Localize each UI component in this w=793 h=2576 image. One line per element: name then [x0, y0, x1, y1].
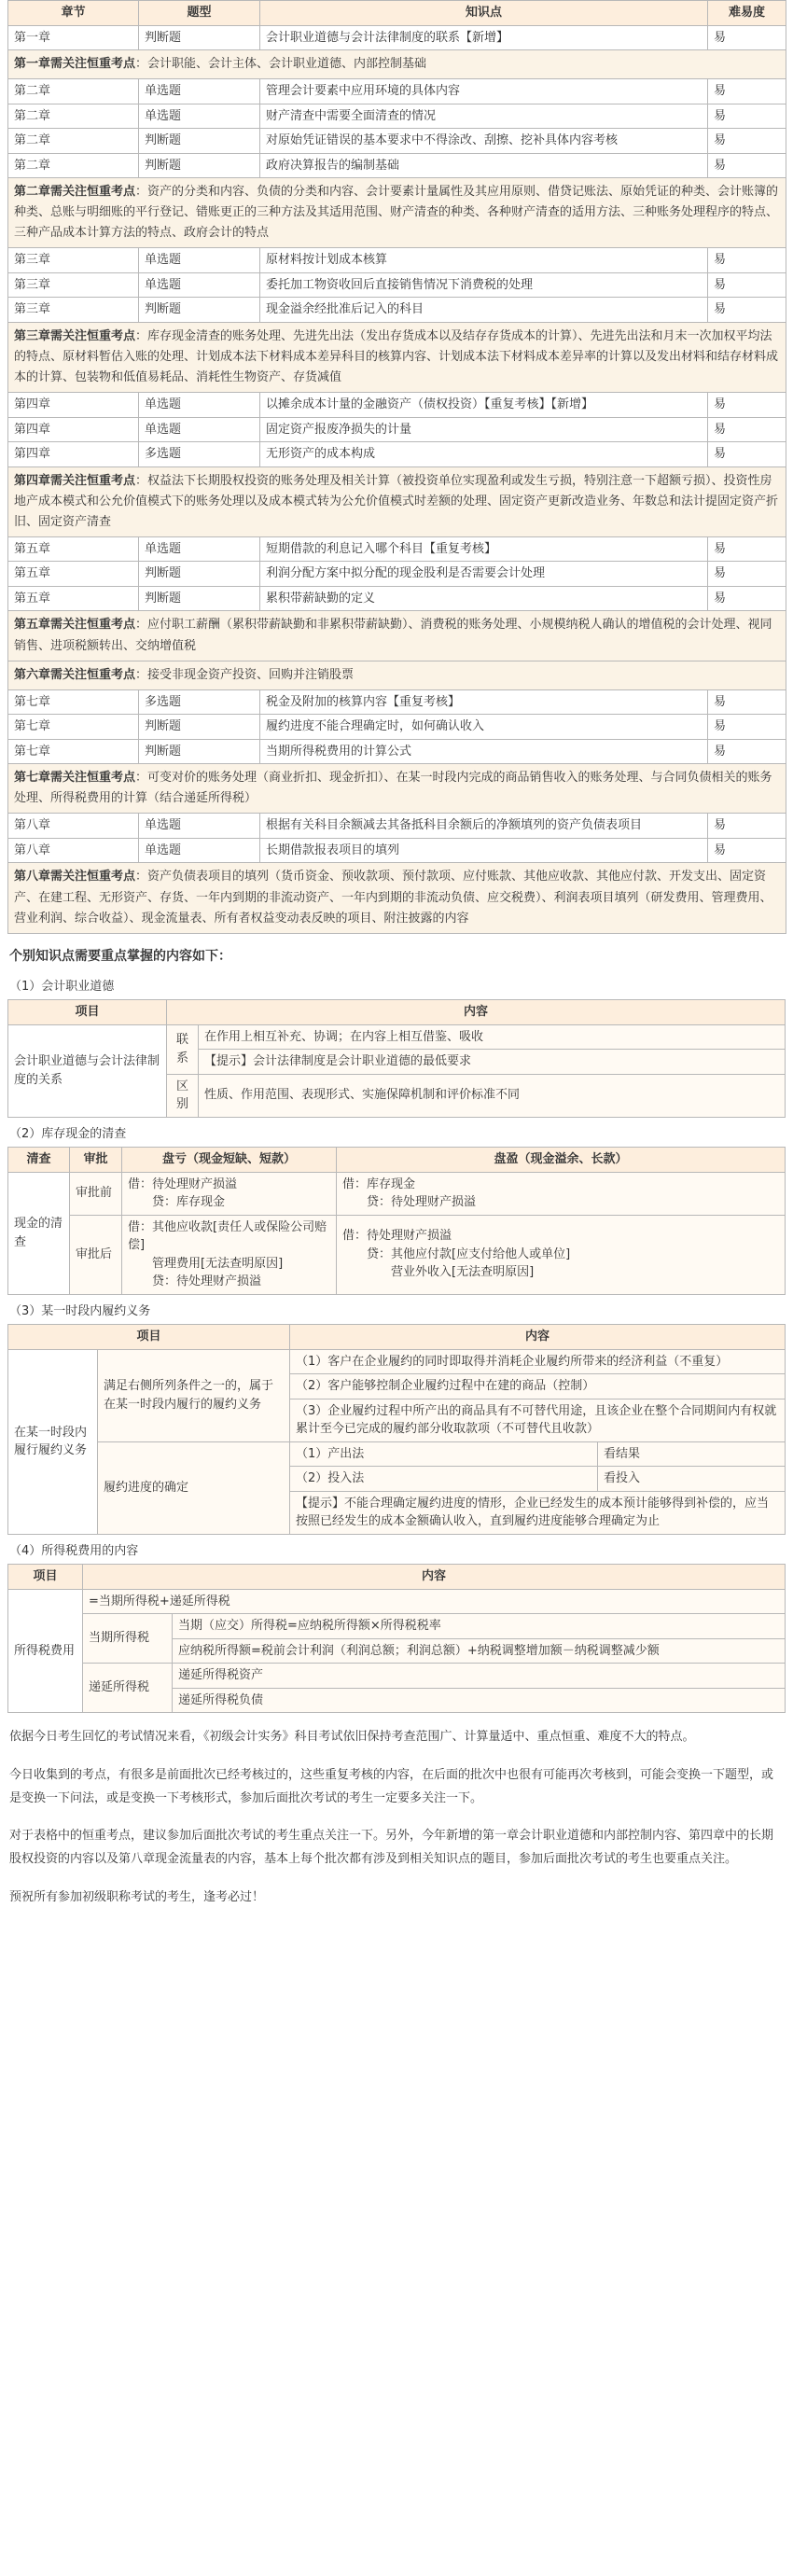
focus-points-text: ：可变对价的账务处理（商业折扣、现金折扣）、在某一时段内完成的商品销售收入的账务处理、与合同负债相关的账务处理、所得税费用的计算（结合递延所得税） [14, 771, 772, 806]
focus-points-tag: 第八章需关注恒重考点 [14, 870, 136, 884]
cash-before-gain [337, 1172, 786, 1215]
question-type-cell: 判断题 [139, 298, 260, 323]
table-row [8, 1172, 786, 1215]
focus-points-text: ：资产负债表项目的填列（货币资金、预收款项、预付款项、应付账款、其他应收款、其他应付款、开发支出、固定资产、在建工程、无形资产、存货、一年内到期的非流动资产、一年内到期的非流动负债、应交税费）、利润表项目填列（研发费用、管理费用、营业利润、综合收益）、现金流量表、所有者权益变动表反映的项目、附注披露的内容 [14, 870, 772, 926]
chapter-cell: 第五章 [8, 536, 139, 562]
entry-line: 借：其他应收款[责任人或保险公司赔偿] [128, 1219, 327, 1253]
tax-item: 所得税费用 [8, 1589, 83, 1713]
question-type-cell: 单选题 [139, 248, 260, 273]
knowledge-point-cell: 现金溢余经批准后记入的科目 [260, 298, 708, 323]
table-row [8, 536, 786, 562]
difficulty-cell: 易 [708, 838, 786, 863]
focus-points-cell [8, 178, 786, 248]
table-row [8, 1589, 786, 1614]
difficulty-cell: 易 [708, 104, 786, 129]
cash-header-row [8, 1148, 786, 1173]
perf-method-1: （1）产出法 [290, 1441, 598, 1467]
ethics-lian-label: 联系 [167, 1024, 199, 1074]
focus-points-row [8, 50, 786, 79]
focus-points-tag: 第四章需关注恒重考点 [14, 473, 136, 488]
perf-method-2-note: 看投入 [598, 1467, 786, 1492]
knowledge-point-cell: 长期借款报表项目的填列 [260, 838, 708, 863]
knowledge-point-cell: 以摊余成本计量的金融资产（债权投资）【重复考核】【新增】 [260, 393, 708, 418]
question-type-cell: 多选题 [139, 442, 260, 467]
knowledge-point-cell: 对原始凭证错误的基本要求中不得涂改、刮擦、挖补具体内容考核 [260, 129, 708, 154]
focus-points-row [8, 178, 786, 248]
difficulty-cell: 易 [708, 562, 786, 587]
ethics-header-row [8, 1000, 786, 1025]
difficulty-cell: 易 [708, 272, 786, 298]
table-row [8, 25, 786, 50]
table-row [8, 1441, 786, 1467]
chapter-cell: 第二章 [8, 104, 139, 129]
knowledge-point-cell: 当期所得税费用的计算公式 [260, 739, 708, 764]
perf-cond-1: （1）客户在企业履约的同时即取得并消耗企业履约所带来的经济利益（不重复） [290, 1349, 786, 1374]
tax-formula: =当期所得税+递延所得税 [83, 1589, 786, 1614]
section-2-title: （2）库存现金的清查 [9, 1126, 127, 1141]
focus-points-row [8, 661, 786, 689]
question-type-cell: 单选题 [139, 838, 260, 863]
table-row [8, 298, 786, 323]
chapter-cell: 第七章 [8, 689, 139, 715]
chapter-cell: 第三章 [8, 272, 139, 298]
knowledge-point-cell: 无形资产的成本构成 [260, 442, 708, 467]
cash-after-loss [122, 1215, 337, 1294]
question-type-cell: 判断题 [139, 562, 260, 587]
intro-heading: 个别知识点需要重点掌握的内容如下： [9, 948, 231, 964]
question-type-cell: 多选题 [139, 689, 260, 715]
difficulty-cell: 易 [708, 442, 786, 467]
header-chapter: 章节 [8, 1, 139, 26]
entry-line: 借：库存现金 [342, 1177, 416, 1191]
focus-points-row [8, 611, 786, 661]
chapter-cell: 第四章 [8, 393, 139, 418]
chapter-cell: 第一章 [8, 25, 139, 50]
perf-header-item: 项目 [8, 1325, 290, 1350]
chapter-cell: 第七章 [8, 739, 139, 764]
knowledge-point-cell: 履约进度不能合理确定时，如何确认收入 [260, 715, 708, 740]
perf-header-content: 内容 [290, 1325, 786, 1350]
table-row [8, 1614, 786, 1639]
table-row [8, 153, 786, 178]
chapter-cell: 第四章 [8, 442, 139, 467]
tax-header-item: 项目 [8, 1565, 83, 1590]
knowledge-point-cell: 政府决算报告的编制基础 [260, 153, 708, 178]
focus-points-cell [8, 322, 786, 392]
exam-points-table [7, 0, 786, 934]
entry-line: 营业外收入[无法查明原因] [342, 1265, 535, 1280]
focus-points-row [8, 863, 786, 933]
focus-points-text: ：权益法下长期股权投资的账务处理及相关计算（被投资单位实现盈利或发生亏损，特别注意一下超额亏损）、投资性房地产成本模式和公允价值模式下的账务处理以及成本模式转为公允价值模式时差额的处理、固定资产更新改造业务、年数总和法计提固定资产折旧、固定资产清查 [14, 473, 779, 529]
table-row [8, 739, 786, 764]
perf-method-1-note: 看结果 [598, 1441, 786, 1467]
chapter-cell: 第八章 [8, 814, 139, 839]
perf-item: 在某一时段内履行履约义务 [8, 1349, 98, 1534]
focus-points-row [8, 466, 786, 536]
knowledge-point-cell: 委托加工物资收回后直接销售情况下消费税的处理 [260, 272, 708, 298]
table-row [8, 1024, 786, 1050]
ethics-header-item: 项目 [8, 1000, 167, 1025]
ethics-item: 会计职业道德与会计法律制度的关系 [8, 1024, 167, 1117]
section-4-title: （4）所得税费用的内容 [9, 1543, 139, 1558]
knowledge-point-cell: 利润分配方案中拟分配的现金股利是否需要会计处理 [260, 562, 708, 587]
cash-header-loss: 盘亏（现金短缺、短款） [122, 1148, 337, 1173]
perf-cond-3: （3）企业履约过程中所产出的商品具有不可替代用途，且该企业在整个合同期间内有权就累计至今已完成的履约部分收取款项（不可替代且收款） [290, 1399, 786, 1441]
focus-points-text: ：接受非现金资产投资、回购并注销股票 [135, 667, 355, 682]
tax-header-content: 内容 [83, 1565, 786, 1590]
chapter-cell: 第八章 [8, 838, 139, 863]
table-row [8, 442, 786, 467]
table-row [8, 79, 786, 104]
cash-header-approval: 审批 [70, 1148, 122, 1173]
chapter-cell: 第三章 [8, 248, 139, 273]
chapter-cell: 第二章 [8, 129, 139, 154]
table-row [8, 689, 786, 715]
cash-count-table [7, 1147, 786, 1295]
chapter-cell: 第三章 [8, 298, 139, 323]
question-type-cell: 判断题 [139, 739, 260, 764]
knowledge-point-cell: 财产清查中需要全面清查的情况 [260, 104, 708, 129]
header-difficulty: 难易度 [708, 1, 786, 26]
performance-obligation-table [7, 1324, 786, 1535]
difficulty-cell: 易 [708, 417, 786, 442]
difficulty-cell: 易 [708, 393, 786, 418]
table-body [8, 25, 786, 933]
knowledge-point-cell: 税金及附加的核算内容【重复考核】 [260, 689, 708, 715]
focus-points-cell [8, 661, 786, 689]
paragraph-summary: 依据今日考生回忆的考试情况来看，《初级会计实务》科目考试依旧保持考查范围广、计算量适中、重点恒重、难度不大的特点。 [9, 1730, 695, 1745]
question-type-cell: 判断题 [139, 715, 260, 740]
focus-points-text: ：库存现金清查的账务处理、先进先出法（发出存货成本以及结存存货成本的计算）、先进先出法和月末一次加权平均法的特点、原材料暂估入账的处理、计划成本法下材料成本差异科目的核算内容、计划成本法下材料成本差异率的计算以及发出材料和结存材料成本的计算、包装物和低值易耗品、消耗性生物资产、存货减值 [14, 328, 779, 385]
focus-points-tag: 第六章需关注恒重考点 [14, 667, 136, 682]
tax-deferred-2: 递延所得税负债 [173, 1688, 786, 1713]
knowledge-point-cell: 根据有关科目余额减去其备抵科目余额后的净额填列的资产负债表项目 [260, 814, 708, 839]
table-header-row [8, 1, 786, 26]
difficulty-cell: 易 [708, 129, 786, 154]
chapter-cell: 第七章 [8, 715, 139, 740]
ethics-qu-text: 性质、作用范围、表现形式、实施保障机制和评价标准不同 [199, 1074, 786, 1117]
chapter-cell: 第二章 [8, 153, 139, 178]
question-type-cell: 单选题 [139, 104, 260, 129]
focus-points-cell [8, 466, 786, 536]
question-type-cell: 判断题 [139, 129, 260, 154]
cash-item: 现金的清查 [8, 1172, 70, 1294]
cash-header-gain: 盘盈（现金溢余、长款） [337, 1148, 786, 1173]
table-row [8, 1664, 786, 1689]
table-row [8, 562, 786, 587]
difficulty-cell: 易 [708, 739, 786, 764]
table-row [8, 129, 786, 154]
focus-points-tag: 第一章需关注恒重考点 [14, 57, 136, 71]
focus-points-tag: 第五章需关注恒重考点 [14, 618, 136, 633]
difficulty-cell: 易 [708, 689, 786, 715]
chapter-cell: 第五章 [8, 586, 139, 611]
table-row [8, 715, 786, 740]
cash-after-label: 审批后 [70, 1215, 122, 1294]
difficulty-cell: 易 [708, 586, 786, 611]
difficulty-cell: 易 [708, 536, 786, 562]
focus-points-cell [8, 764, 786, 814]
knowledge-point-cell: 短期借款的利息记入哪个科目【重复考核】 [260, 536, 708, 562]
perf-progress-label: 履约进度的确定 [98, 1441, 290, 1534]
paragraph-focus-advice: 对于表格中的恒重考点，建议参加后面批次考试的考生重点关注一下。另外，今年新增的第一章会计职业道德和内部控制内容、第四章中的长期股权投资的内容以及第八章现金流量表的内容，基本上每个批次都有涉及到相关知识点的题目，参加后面批次考试的考生也要重点关注。 [9, 1829, 774, 1866]
entry-line: 贷：待处理财产损溢 [342, 1195, 477, 1210]
income-tax-table [7, 1564, 786, 1713]
ethics-header-content: 内容 [167, 1000, 786, 1025]
table-row [8, 417, 786, 442]
perf-cond-label: 满足右侧所列条件之一的，属于在某一时段内履行的履约义务 [98, 1349, 290, 1441]
difficulty-cell: 易 [708, 298, 786, 323]
chapter-cell: 第二章 [8, 79, 139, 104]
knowledge-point-cell: 累积带薪缺勤的定义 [260, 586, 708, 611]
tax-current-label: 当期所得税 [83, 1614, 173, 1664]
perf-method-2: （2）投入法 [290, 1467, 598, 1492]
question-type-cell: 判断题 [139, 153, 260, 178]
perf-header-row [8, 1325, 786, 1350]
difficulty-cell: 易 [708, 79, 786, 104]
knowledge-point-cell: 固定资产报废净损失的计量 [260, 417, 708, 442]
tax-header-row [8, 1565, 786, 1590]
entry-line: 贷：待处理财产损溢 [128, 1274, 262, 1289]
question-type-cell: 判断题 [139, 25, 260, 50]
table-row [8, 104, 786, 129]
table-row [8, 838, 786, 863]
question-type-cell: 判断题 [139, 586, 260, 611]
tax-deferred-label: 递延所得税 [83, 1664, 173, 1713]
entry-line: 借：待处理财产损溢 [128, 1177, 238, 1191]
focus-points-row [8, 764, 786, 814]
question-type-cell: 单选题 [139, 536, 260, 562]
entry-line: 借：待处理财产损溢 [342, 1229, 452, 1244]
table-row [8, 586, 786, 611]
difficulty-cell: 易 [708, 814, 786, 839]
cash-before-loss [122, 1172, 337, 1215]
cash-before-label: 审批前 [70, 1172, 122, 1215]
tax-current-1: 当期（应交）所得税=应纳税所得额×所得税税率 [173, 1614, 786, 1639]
ethics-qu-label: 区别 [167, 1074, 199, 1117]
table-row [8, 814, 786, 839]
ethics-lian-1: 在作用上相互补充、协调；在内容上相互借鉴、吸收 [199, 1024, 786, 1050]
focus-points-cell [8, 611, 786, 661]
ethics-table [7, 999, 786, 1118]
tax-deferred-1: 递延所得税资产 [173, 1664, 786, 1689]
knowledge-point-cell: 原材料按计划成本核算 [260, 248, 708, 273]
focus-points-tag: 第三章需关注恒重考点 [14, 328, 136, 343]
focus-points-text: ：资产的分类和内容、负债的分类和内容、会计要素计量属性及其应用原则、借贷记账法、原始凭证的种类、会计账簿的种类、总账与明细账的平行登记、错账更正的三种方法及其适用范围、财产清查的种类、各种财产清查的适用方法、三种账务处理程序的特点、三种产品成本计算方法的特点、政府会计的特点 [14, 185, 779, 241]
tax-current-2: 应纳税所得额=税前会计利润（利润总额；利润总额）+纳税调整增加额－纳税调整减少额 [173, 1638, 786, 1664]
table-row [8, 393, 786, 418]
paragraph-closing: 预祝所有参加初级职称考试的考生，逢考必过！ [9, 1889, 265, 1904]
ethics-lian-2: 【提示】会计法律制度是会计职业道德的最低要求 [199, 1050, 786, 1075]
perf-progress-tip: 【提示】不能合理确定履约进度的情形，企业已经发生的成本预计能够得到补偿的，应当按照已经发生的成本金额确认收入，直到履约进度能够合理确定为止 [290, 1491, 786, 1534]
question-type-cell: 单选题 [139, 79, 260, 104]
entry-line: 贷：库存现金 [128, 1195, 226, 1210]
table-row [8, 1215, 786, 1294]
question-type-cell: 单选题 [139, 272, 260, 298]
focus-points-row [8, 322, 786, 392]
question-type-cell: 单选题 [139, 393, 260, 418]
knowledge-point-cell: 管理会计要素中应用环境的具体内容 [260, 79, 708, 104]
header-type: 题型 [139, 1, 260, 26]
focus-points-text: ：应付职工薪酬（累积带薪缺勤和非累积带薪缺勤）、消费税的账务处理、小规模纳税人确认的增值税的会计处理、视同销售、进项税额转出、交纳增值税 [14, 618, 772, 653]
paragraph-repeat-points: 今日收集到的考点，有很多是前面批次已经考核过的，这些重复考核的内容，在后面的批次中也很有可能再次考核到，可能会变换一下题型，或是变换一下问法，或是变换一下考核形式，参加后面批次考试的考生一定要多关注一下。 [9, 1767, 774, 1805]
table-row [8, 1349, 786, 1374]
question-type-cell: 单选题 [139, 417, 260, 442]
table-row [8, 272, 786, 298]
focus-points-tag: 第七章需关注恒重考点 [14, 771, 136, 786]
focus-points-text: ：会计职能、会计主体、会计职业道德、内部控制基础 [135, 57, 427, 71]
section-1-title: （1）会计职业道德 [9, 979, 115, 994]
difficulty-cell: 易 [708, 715, 786, 740]
focus-points-cell [8, 863, 786, 933]
difficulty-cell: 易 [708, 248, 786, 273]
chapter-cell: 第五章 [8, 562, 139, 587]
perf-cond-2: （2）客户能够控制企业履约过程中在建的商品（控制） [290, 1374, 786, 1399]
entry-line: 管理费用[无法查明原因] [128, 1256, 284, 1271]
knowledge-point-cell: 会计职业道德与会计法律制度的联系【新增】 [260, 25, 708, 50]
difficulty-cell: 易 [708, 153, 786, 178]
header-knowledge-point: 知识点 [260, 1, 708, 26]
cash-after-gain [337, 1215, 786, 1294]
table-row [8, 248, 786, 273]
section-3-title: （3）某一时段内履约义务 [9, 1303, 151, 1318]
question-type-cell: 单选题 [139, 814, 260, 839]
focus-points-cell [8, 50, 786, 79]
cash-header-count: 清查 [8, 1148, 70, 1173]
entry-line: 贷：其他应付款[应支付给他人或单位] [342, 1246, 571, 1261]
difficulty-cell: 易 [708, 25, 786, 50]
focus-points-tag: 第二章需关注恒重考点 [14, 185, 136, 200]
chapter-cell: 第四章 [8, 417, 139, 442]
